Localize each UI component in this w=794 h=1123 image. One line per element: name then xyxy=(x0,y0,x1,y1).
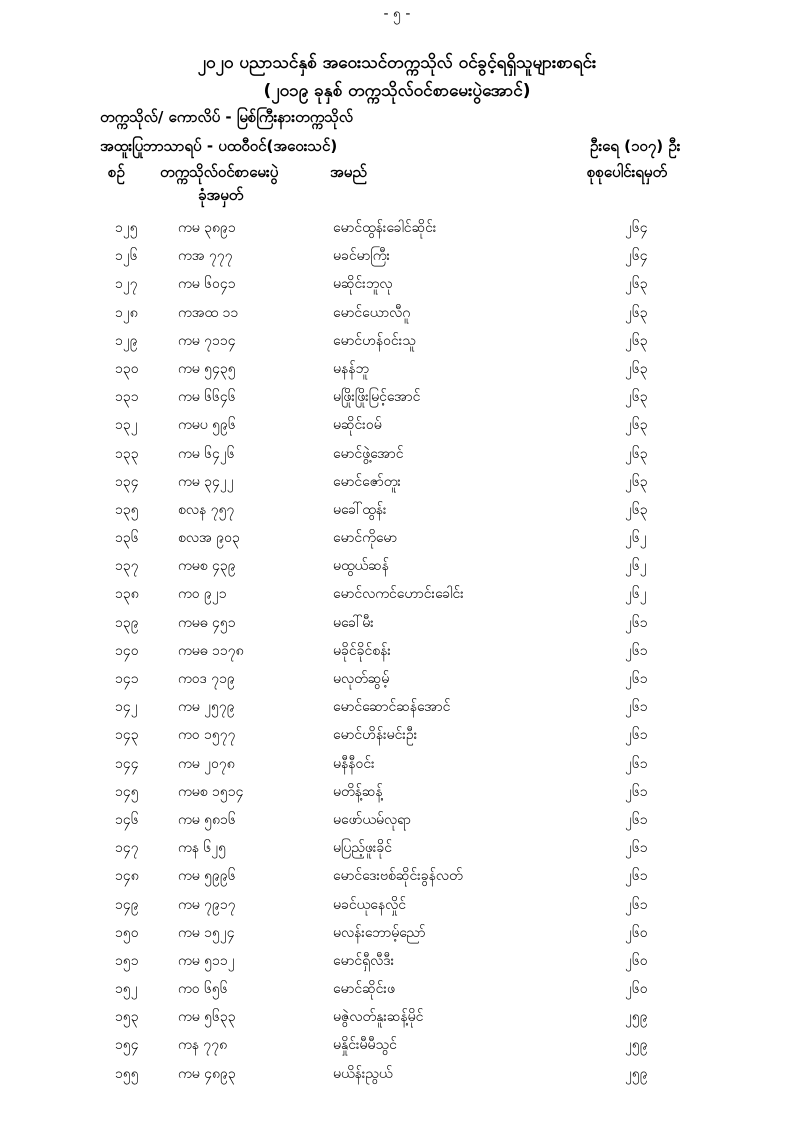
roll-number: ကမ ၂၀၇၈ xyxy=(178,755,235,772)
student-name: မောင်ယောလီဂူ xyxy=(333,304,411,321)
student-name: မခေါ်ထွန်း xyxy=(333,501,387,518)
student-name: မောင်ဟိန်းမင်းဦး xyxy=(333,727,418,744)
roll-number: ကအထ ၁၁ xyxy=(178,304,239,321)
table-row xyxy=(0,381,794,409)
roll-number: စလအ ၉၀၃ xyxy=(178,530,240,547)
row-number: ၁၄၄ xyxy=(115,755,139,772)
row-number: ၁၄၂ xyxy=(115,699,138,716)
row-number: ၁၃၇ xyxy=(115,558,139,575)
table-row xyxy=(0,268,794,296)
roll-number: ကမစ ၁၅၁၄ xyxy=(178,783,244,800)
table-row xyxy=(0,466,794,494)
row-number: ၁၅၂ xyxy=(115,981,138,998)
roll-number: ကမ ၆၄၂၆ xyxy=(178,445,235,462)
roll-number: ကမစ ၄၃၉ xyxy=(178,558,236,575)
roll-number: ကမဓ ၄၅၁ xyxy=(178,614,236,631)
row-number: ၁၄၆ xyxy=(115,811,139,828)
student-name: မလန်းဘောမ့်ညော် xyxy=(333,924,426,941)
row-number: ၁၄၃ xyxy=(115,727,139,744)
student-name: မခေါ်မီး xyxy=(333,614,374,631)
row-number: ၁၄၉ xyxy=(115,896,139,913)
student-name: မဆိုင်းဝမ် xyxy=(333,417,382,434)
row-number: ၁၂၆ xyxy=(115,248,138,265)
total-mark: ၂၆၁ xyxy=(625,727,648,744)
student-name: မဖော်ယမ်လုရာ xyxy=(333,811,411,828)
student-name: မောင်ဖွဲ့အောင် xyxy=(333,445,404,462)
row-number: ၁၄၁ xyxy=(115,671,139,687)
total-mark: ၂၆၁ xyxy=(625,811,648,828)
total-mark: ၂၆၀ xyxy=(625,924,648,941)
table-row xyxy=(0,212,794,240)
roll-number: ကအ ၇၇၇ xyxy=(178,248,233,265)
student-name: မခင်မာကြီး xyxy=(333,248,390,265)
total-mark: ၂၆၁ xyxy=(625,671,648,687)
table-row xyxy=(0,1001,794,1029)
student-name: မတိန့်ဆန့် xyxy=(333,783,383,800)
total-mark: ၂၆၁ xyxy=(625,840,648,857)
table-row xyxy=(0,860,794,888)
row-number: ၁၃၁ xyxy=(115,389,139,406)
table-row xyxy=(0,832,794,860)
roll-number: ကမဓ ၁၁၇၈ xyxy=(178,642,244,659)
row-number: ၁၄၀ xyxy=(115,642,139,659)
total-mark: ၂၆၂ xyxy=(625,586,647,603)
total-mark: ၂၆၃ xyxy=(625,332,648,349)
roll-number: ကန ၇၇၈ xyxy=(178,1037,228,1054)
table-row xyxy=(0,804,794,832)
major-label: အထူးပြုဘာသာရပ် - ပထဝီဝင်(အဝေးသင်) xyxy=(100,137,338,155)
total-mark: ၂၆၀ xyxy=(625,981,648,998)
roll-number: ကမ ၅၁၁၂ xyxy=(178,952,235,969)
table-row xyxy=(0,578,794,606)
row-number: ၁၂၉ xyxy=(115,332,138,349)
page-number: - ၅ - xyxy=(383,6,411,22)
row-number: ၁၅၀ xyxy=(115,924,139,941)
total-mark: ၂၆၃ xyxy=(625,473,648,490)
roll-number: ကမ ၇၁၁၄ xyxy=(178,332,236,349)
row-number: ၁၂၈ xyxy=(115,304,138,321)
university-label: တက္ကသိုလ်/ ကောလိပ် - မြစ်ကြီးနားတက္ကသိုလ် xyxy=(100,108,353,126)
table-row xyxy=(0,973,794,1001)
roll-number: ကမ ၆၆၄၆ xyxy=(178,389,236,406)
roll-number: ကမ ၃၄၂၂ xyxy=(178,473,234,490)
row-number: ၁၄၈ xyxy=(115,868,139,885)
page-title: ၂၀၂၀ ပညာသင်နှစ် အဝေးသင်တက္ကသိုလ် ဝင်ခွင့်ရရှိသူများစာရင်း xyxy=(197,53,597,73)
table-row xyxy=(0,776,794,804)
roll-number: ကမ ၅၄၃၅ xyxy=(178,360,236,377)
row-number: ၁၃၆ xyxy=(115,530,139,547)
table-row xyxy=(0,917,794,945)
total-mark: ၂၆၂ xyxy=(625,558,647,575)
roll-number: ကမ ၅၆၃၃ xyxy=(178,1009,236,1026)
roll-number: ကမ ၃၈၉၁ xyxy=(178,220,236,236)
total-mark: ၂၆၀ xyxy=(625,952,648,969)
table-row xyxy=(0,438,794,466)
row-number: ၁၃၀ xyxy=(115,360,139,377)
student-name: မောင်ဇော်တူး xyxy=(333,473,401,490)
total-mark: ၂၅၉ xyxy=(625,1065,648,1082)
table-row xyxy=(0,748,794,776)
row-number: ၁၃၉ xyxy=(115,614,139,631)
student-name: မောင်ဟန်ဝင်းသူ xyxy=(333,332,416,349)
row-number: ၁၅၅ xyxy=(115,1065,139,1082)
total-mark: ၂၆၁ xyxy=(625,642,648,659)
row-number: ၁၂၇ xyxy=(115,276,138,293)
row-number: ၁၃၄ xyxy=(115,473,139,490)
total-mark: ၂၆၃ xyxy=(625,445,648,462)
student-name: မခင်ယုနေလှိုင် xyxy=(333,896,406,913)
roll-number: ကမ ၅၉၉၆ xyxy=(178,868,236,885)
total-mark: ၂၆၃ xyxy=(625,389,648,406)
student-name: မောင်ရှီလီဒီး xyxy=(333,952,395,969)
table-row xyxy=(0,353,794,381)
table-row xyxy=(0,522,794,550)
row-number: ၁၄၇ xyxy=(115,840,139,857)
roll-number: ကဝ ၆၅၆ xyxy=(178,981,228,998)
student-name: မပြည့်ဖူးခိုင် xyxy=(333,840,393,857)
row-number: ၁၃၅ xyxy=(115,501,139,518)
table-row xyxy=(0,1058,794,1086)
total-mark: ၂၆၃ xyxy=(625,276,648,293)
roll-number: စလန ၇၅၇ xyxy=(178,501,235,518)
header-name: အမည် xyxy=(330,163,367,181)
roll-number: ကမ ၅၈၁၆ xyxy=(178,811,236,828)
row-number: ၁၃၂ xyxy=(115,417,138,434)
roll-number: ကဝ ၁၅၇၇ xyxy=(178,727,236,744)
table-row xyxy=(0,325,794,353)
total-mark: ၂၆၁ xyxy=(625,783,648,800)
roll-number: ကမ ၂၅၇၉ xyxy=(178,699,235,716)
roll-number: ကမ ၇၉၁၇ xyxy=(178,896,236,913)
student-name: မောင်ဆိုင်းဖ xyxy=(333,981,395,998)
roll-number: ကမပ ၅၉၆ xyxy=(178,417,236,434)
row-number: ၁၃၈ xyxy=(115,586,139,603)
table-row xyxy=(0,635,794,663)
roll-number: ကန ၆၂၅ xyxy=(178,840,227,857)
roll-number: ကဝ ၉၂၁ xyxy=(178,586,227,603)
total-mark: ၂၆၄ xyxy=(625,248,648,265)
student-name: မဖြိုးဖြိုးမြင့်အောင် xyxy=(333,389,421,406)
student-name: မနန်ဘူ xyxy=(333,360,369,377)
total-count: ဦးရေ (၁၀၇) ဦး xyxy=(590,137,681,155)
total-mark: ၂၆၄ xyxy=(625,220,648,236)
roll-number: ကမ ၄၈၉၃ xyxy=(178,1065,236,1082)
row-number: ၁၃၃ xyxy=(115,445,139,462)
student-name: မောင်လကင်ဟောင်းခေါင်း xyxy=(333,586,464,603)
total-mark: ၂၆၃ xyxy=(625,417,648,434)
table-row xyxy=(0,409,794,437)
row-number: ၁၄၅ xyxy=(115,783,139,800)
roll-number: ကမ ၆၀၄၁ xyxy=(178,276,236,293)
student-name: မလုတ်ဆွမ့် xyxy=(333,671,390,687)
header-no: စဉ် xyxy=(108,163,125,181)
student-name: မောင်ထွန်းခေါင်ဆိုင်း xyxy=(333,220,437,236)
header-roll: တက္ကသိုလ်ဝင်စာမေးပွဲ xyxy=(160,163,279,181)
table-row xyxy=(0,297,794,325)
table-row xyxy=(0,691,794,719)
total-mark: ၂၆၁ xyxy=(625,755,648,772)
total-mark: ၂၅၉ xyxy=(625,1009,648,1026)
header-mark: စုစုပေါင်းရမှတ် xyxy=(587,163,668,181)
roll-number: ကမ ၁၅၂၄ xyxy=(178,924,235,941)
table-row xyxy=(0,550,794,578)
roll-number: ကဝဒ ၇၁၉ xyxy=(178,671,235,687)
table-row xyxy=(0,945,794,973)
total-mark: ၂၆၂ xyxy=(625,530,647,547)
student-name: မောင်ဆောင်ဆန်အောင် xyxy=(333,699,451,716)
total-mark: ၂၆၁ xyxy=(625,868,648,885)
table-row xyxy=(0,494,794,522)
total-mark: ၂၆၃ xyxy=(625,304,648,321)
row-number: ၁၅၁ xyxy=(115,952,139,969)
student-name: မနှိုင်းမီမီသွင် xyxy=(333,1037,397,1054)
table-row xyxy=(0,663,794,691)
total-mark: ၂၆၁ xyxy=(625,614,648,631)
table-row xyxy=(0,607,794,635)
total-mark: ၂၆၁ xyxy=(625,699,648,716)
student-name: မထွယ်ဆန် xyxy=(333,558,389,575)
total-mark: ၂၅၉ xyxy=(625,1037,648,1054)
result-table xyxy=(0,212,794,1086)
total-mark: ၂၆၃ xyxy=(625,360,648,377)
row-number: ၁၅၃ xyxy=(115,1009,139,1026)
student-name: မောင်ဒေးဗစ်ဆိုင်းခွန်လတ် xyxy=(333,868,463,885)
total-mark: ၂၆၁ xyxy=(625,896,648,913)
student-name: မဆိုင်းဘူလု xyxy=(333,276,393,293)
table-row xyxy=(0,1029,794,1057)
row-number: ၁၂၅ xyxy=(115,220,138,236)
table-row xyxy=(0,719,794,747)
student-name: မနီနီဝင်း xyxy=(333,755,375,772)
total-mark: ၂၆၃ xyxy=(625,501,648,518)
table-row xyxy=(0,240,794,268)
row-number: ၁၅၄ xyxy=(115,1037,139,1054)
table-row xyxy=(0,889,794,917)
student-name: မယိန်းညွယ် xyxy=(333,1065,393,1082)
header-roll-line2: ခုံအမှတ် xyxy=(198,186,244,204)
student-name: မဇွဲလတ်နူးဆန့်မိုင် xyxy=(333,1009,424,1026)
page-subtitle: (၂၀၁၉ ခုနှစ် တက္ကသိုလ်ဝင်စာမေးပွဲအောင်) xyxy=(263,81,531,101)
student-name: မောင်ကိုမော xyxy=(333,530,398,547)
student-name: မခိုင်ခိုင်စန်း xyxy=(333,642,391,659)
